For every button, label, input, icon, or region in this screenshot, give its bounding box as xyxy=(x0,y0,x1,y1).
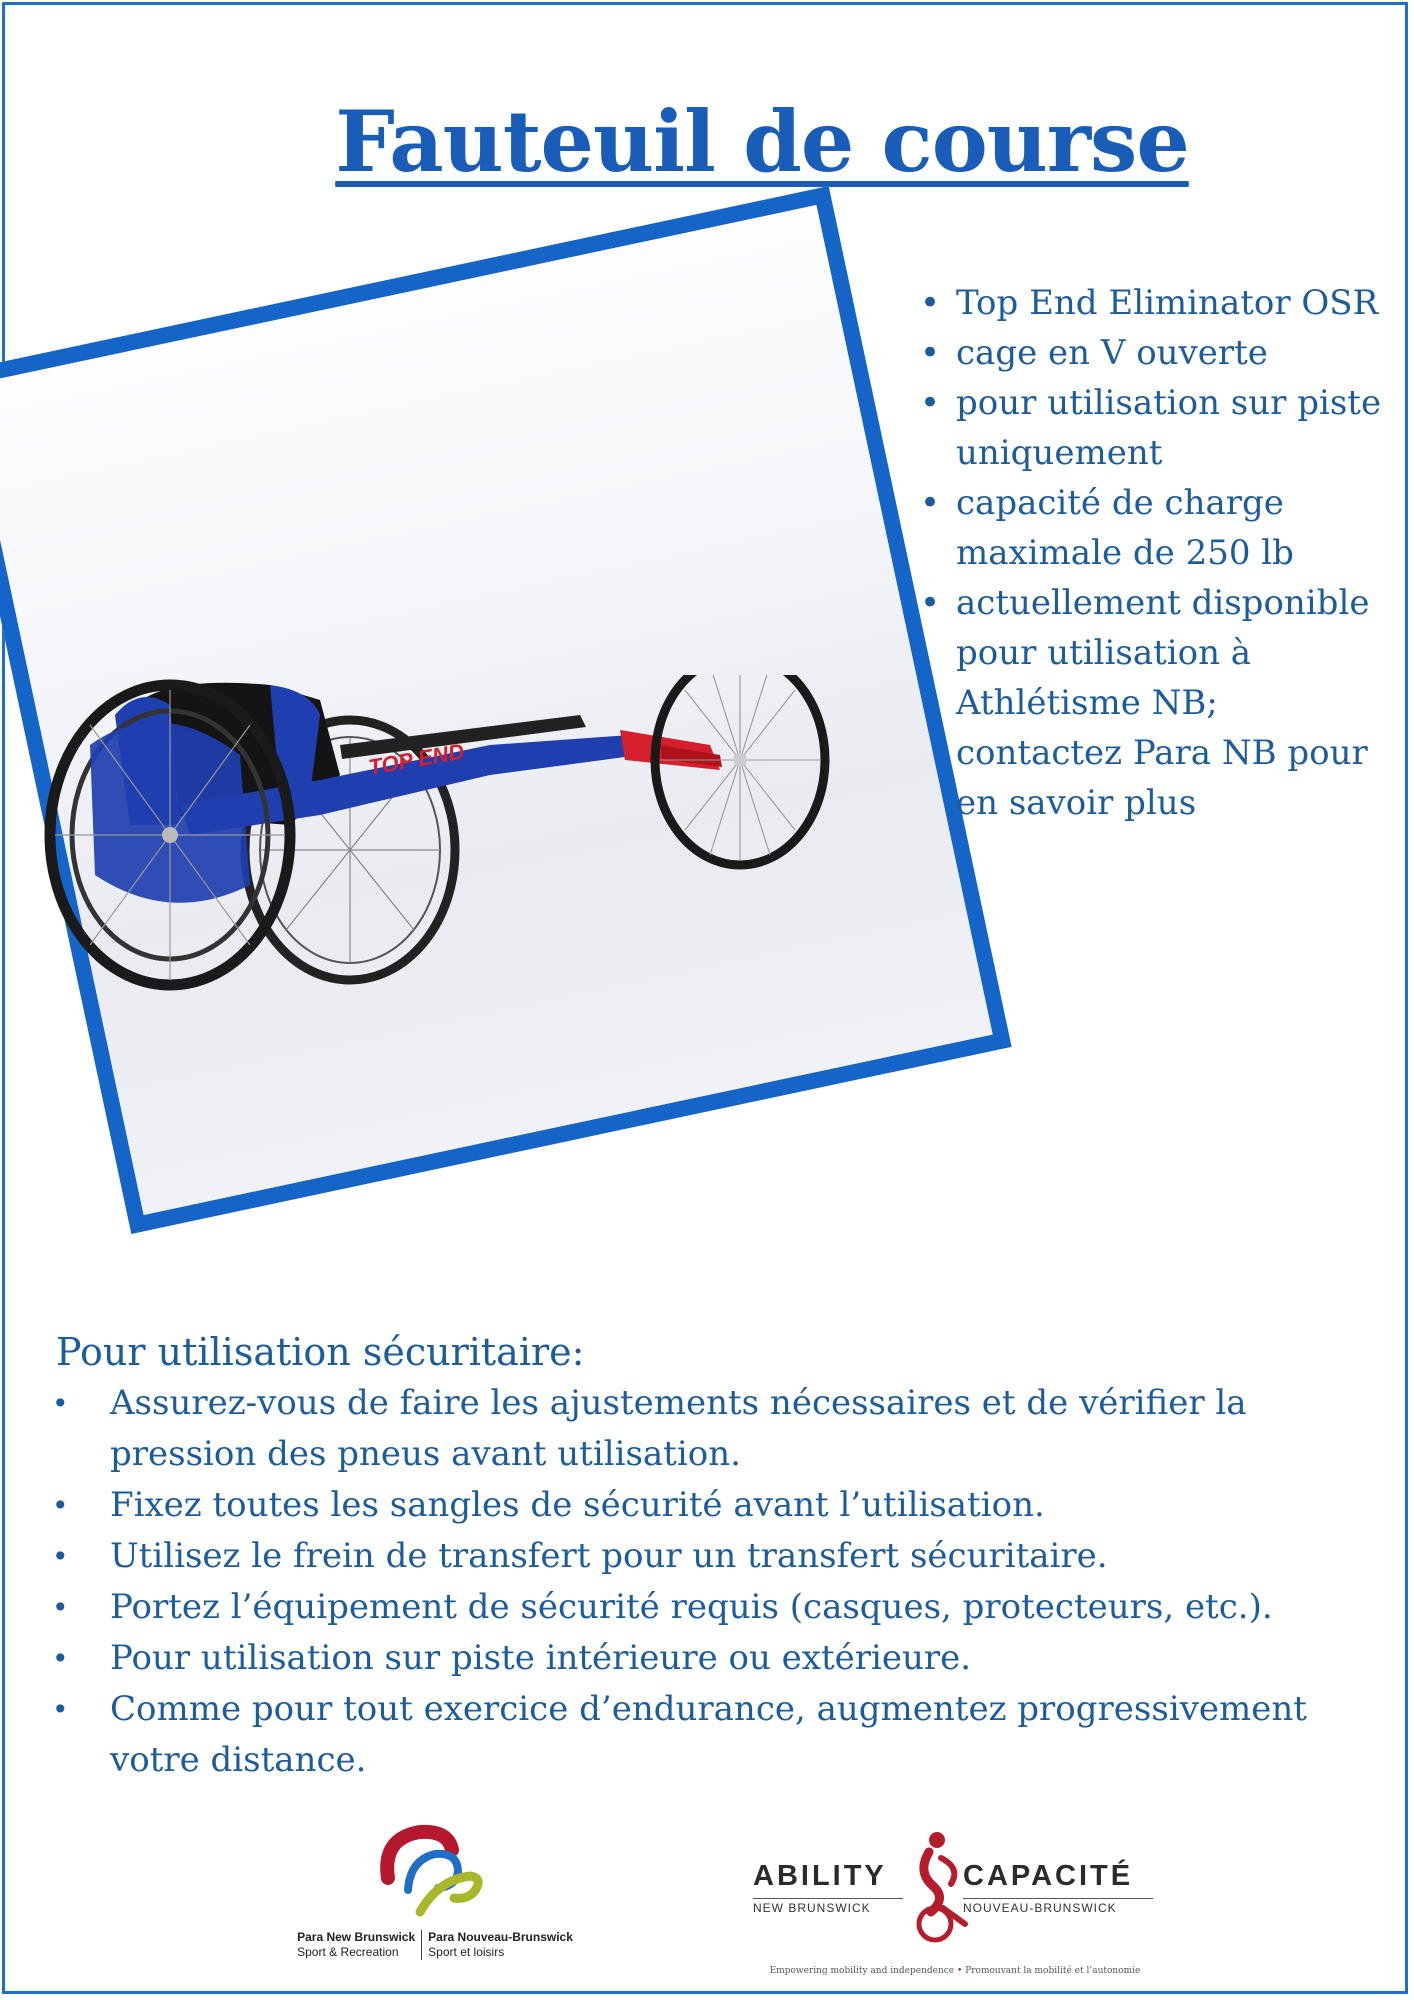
para-nb-emblem-icon xyxy=(270,1820,600,1930)
ability-tagline xyxy=(745,1966,1165,1976)
para-en-name: Para New Brunswick xyxy=(297,1930,416,1944)
safety-heading: Pour utilisation sécuritaire: xyxy=(56,1330,585,1374)
para-en-sub: Sport & Recreation xyxy=(297,1945,399,1959)
racing-wheelchair-image xyxy=(20,675,900,1095)
tagline-en: Empowering mobility and independence xyxy=(769,1966,955,1976)
tagline-separator: • xyxy=(957,1966,966,1976)
spec-item: • Top End Eliminator OSR xyxy=(918,278,1388,328)
specs-list xyxy=(918,278,1388,828)
brand-decal: TOP END xyxy=(366,738,466,780)
para-fr-sub: Sport et loisirs xyxy=(428,1945,505,1959)
spec-item: • capacité de charge maximale de 250 lb xyxy=(918,478,1388,578)
safety-item: • Fixez toutes les sangles de sécurité avant l’utilisation. xyxy=(50,1480,1380,1531)
capacite-word: CAPACITÉ xyxy=(963,1860,1134,1892)
capacite-sub: NOUVEAU-BRUNSWICK xyxy=(963,1898,1153,1915)
ability-nb-logo xyxy=(745,1818,1165,1978)
safety-item: • Portez l’équipement de sécurité requis (casques, protecteurs, etc.). xyxy=(50,1582,1380,1633)
safety-item: • Utilisez le frein de transfert pour un transfert sécuritaire. xyxy=(50,1531,1380,1582)
ability-word: ABILITY xyxy=(753,1860,887,1892)
safety-item: • Pour utilisation sur piste intérieure ou extérieure. xyxy=(50,1633,1380,1684)
front-wheel xyxy=(655,675,825,865)
safety-list xyxy=(50,1378,1380,1786)
rear-wheel-near xyxy=(50,685,290,985)
page-title: Fauteuil de course xyxy=(335,92,1189,191)
spec-item: • cage en V ouverte xyxy=(918,328,1388,378)
para-fr-name: Para Nouveau-Brunswick xyxy=(428,1930,573,1944)
tagline-fr: Promouvant la mobilité et l’autonomie xyxy=(965,1966,1141,1976)
para-nb-logo xyxy=(270,1820,600,1970)
safety-item: • Assurez-vous de faire les ajustements nécessaires et de vérifier la pression des pneus avant utilisation. xyxy=(50,1378,1380,1480)
ability-sub: NEW BRUNSWICK xyxy=(753,1898,903,1915)
spec-item: • pour utilisation sur piste uniquement xyxy=(918,378,1388,478)
front-fork xyxy=(620,730,722,770)
spec-item: • actuellement disponible pour utilisation à Athlétisme NB; contactez Para NB pour en savoir plus xyxy=(918,578,1388,828)
safety-item: • Comme pour tout exercice d’endurance, augmentez progressivement votre distance. xyxy=(50,1684,1380,1786)
